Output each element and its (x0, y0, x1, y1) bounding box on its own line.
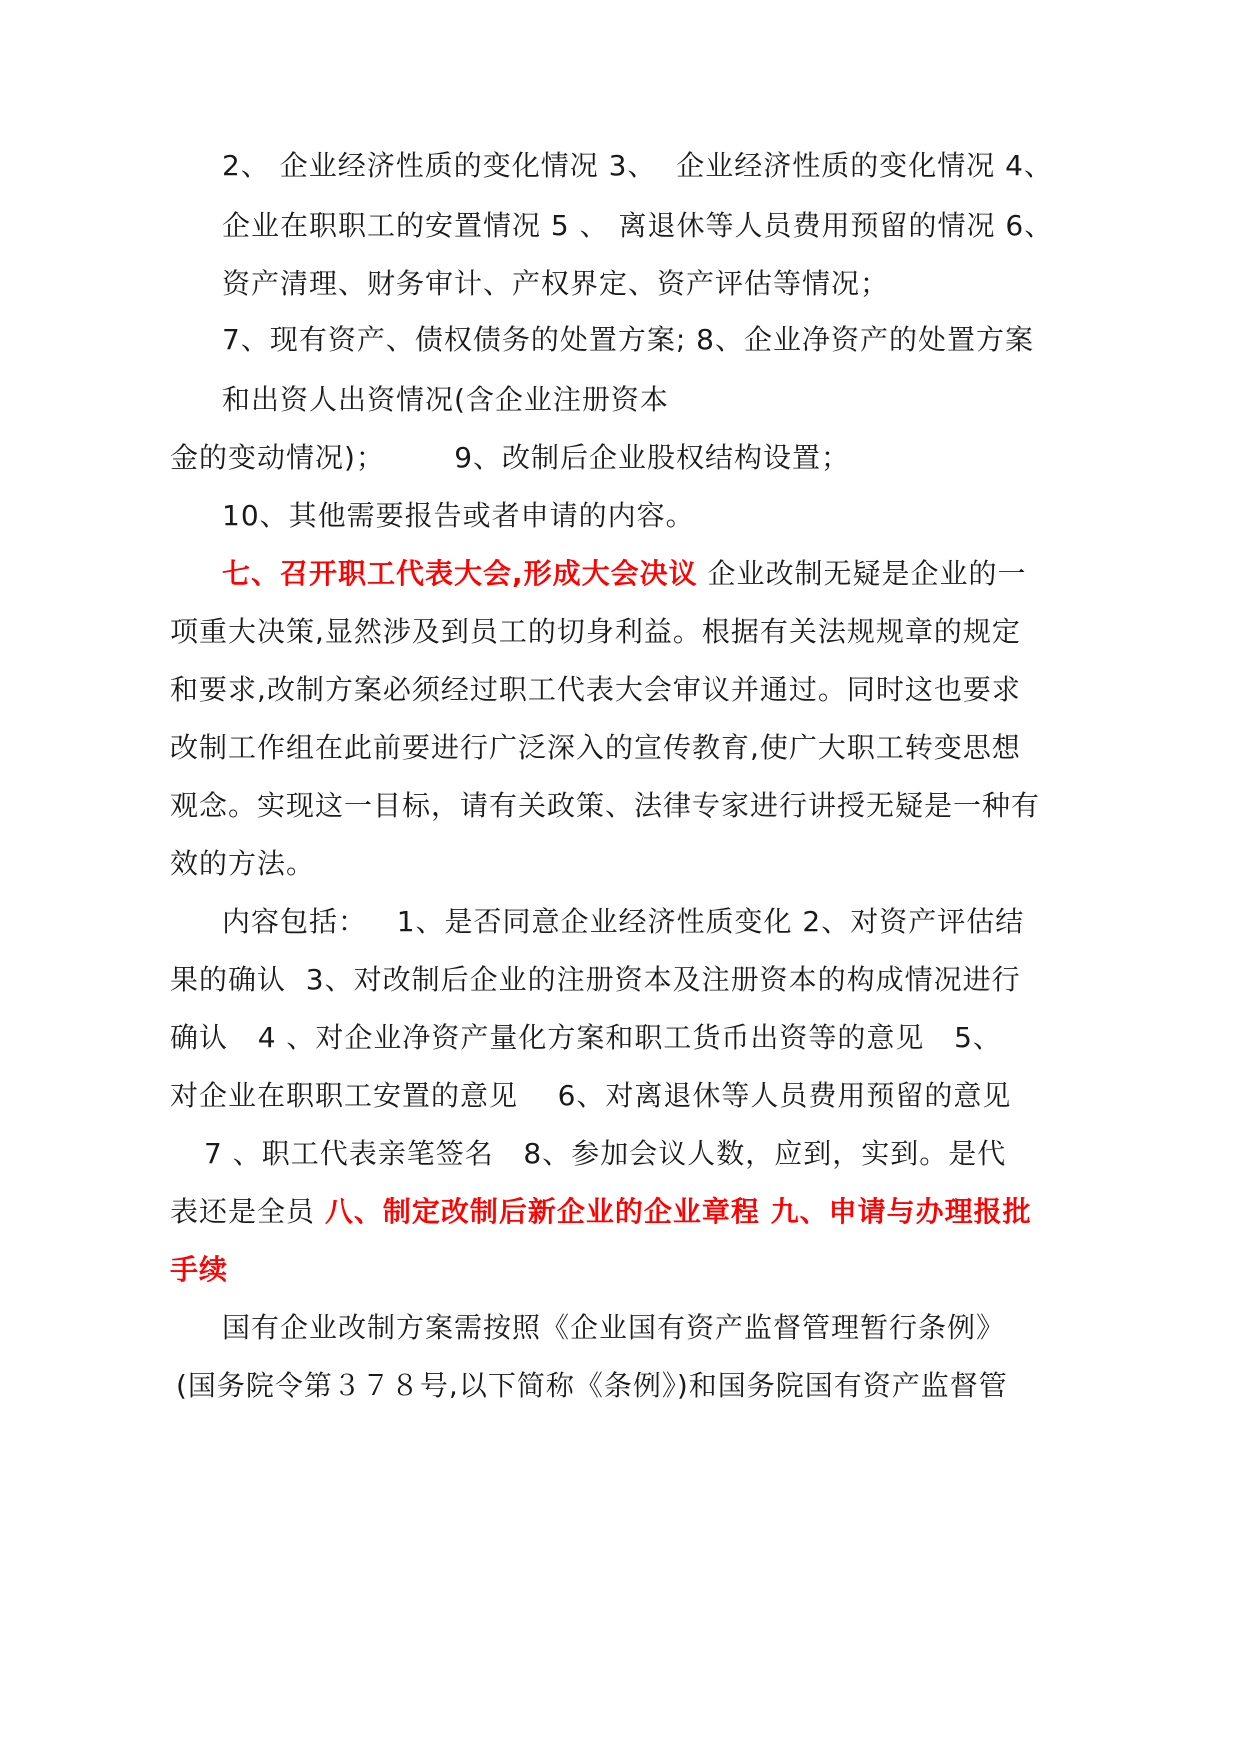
text-line: (国务院令第３７８号,以下简称《条例》)和国务院国有资产监督管 (176, 1369, 1008, 1402)
text-line: 对企业在职职工安置的意见 6、对离退休等人员费用预留的意见 (170, 1079, 1012, 1112)
section-7-text: 企业改制无疑是企业的一 (697, 557, 1027, 590)
text-line: 和要求,改制方案必须经过职工代表大会审议并通过。同时这也要求 (170, 673, 1021, 706)
text-line: 资产清理、财务审计、产权界定、资产评估等情况； (222, 267, 890, 300)
text-line: 果的确认 3、对改制后企业的注册资本及注册资本的构成情况进行 (170, 963, 1021, 996)
text-line: 效的方法。 (170, 847, 316, 880)
section-8-9-line (170, 1192, 1032, 1232)
text-line: 7 、职工代表亲笔签名 8、参加会议人数，应到，实到。是代 (204, 1137, 1007, 1170)
text-fragment: 表还是全员 (170, 1195, 325, 1228)
text-line: 2、 企业经济性质的变化情况 3、 企业经济性质的变化情况 4、 (222, 149, 1053, 182)
text-line: 项重大决策,显然涉及到员工的切身利益。根据有关法规规章的规定 (170, 615, 1021, 648)
section-7-heading: 七、召开职工代表大会,形成大会决议 (222, 557, 698, 590)
text-line: 10、其他需要报告或者申请的内容。 (222, 499, 695, 532)
text-line: 内容包括： 1、是否同意企业经济性质变化 2、对资产评估结 (222, 905, 1025, 938)
text-line: 7、现有资产、债权债务的处置方案; 8、企业净资产的处置方案 (222, 323, 1034, 356)
section-8-heading: 八、制定改制后新企业的企业章程 (324, 1195, 760, 1228)
text-line: 观念。实现这一目标，请有关政策、法律专家进行讲授无疑是一种有 (170, 789, 1041, 822)
section-7-line (222, 554, 1027, 594)
text-line: 金的变动情况)； 9、改制后企业股权结构设置； (170, 441, 851, 474)
text-line: 企业在职职工的安置情况 5 、 离退休等人员费用预留的情况 6、 (222, 209, 1054, 242)
text-line: 确认 4 、对企业净资产量化方案和职工货币出资等的意见 5、 (170, 1021, 1002, 1054)
text-line: 改制工作组在此前要进行广泛深入的宣传教育,使广大职工转变思想 (170, 731, 1021, 764)
text-line: 国有企业改制方案需按照《企业国有资产监督管理暂行条例》 (222, 1311, 1006, 1344)
section-9-heading: 九、申请与办理报批 (759, 1195, 1032, 1228)
text-line: 和出资人出资情况(含企业注册资本 (222, 383, 669, 416)
section-9-heading-continued: 手续 (170, 1253, 229, 1286)
